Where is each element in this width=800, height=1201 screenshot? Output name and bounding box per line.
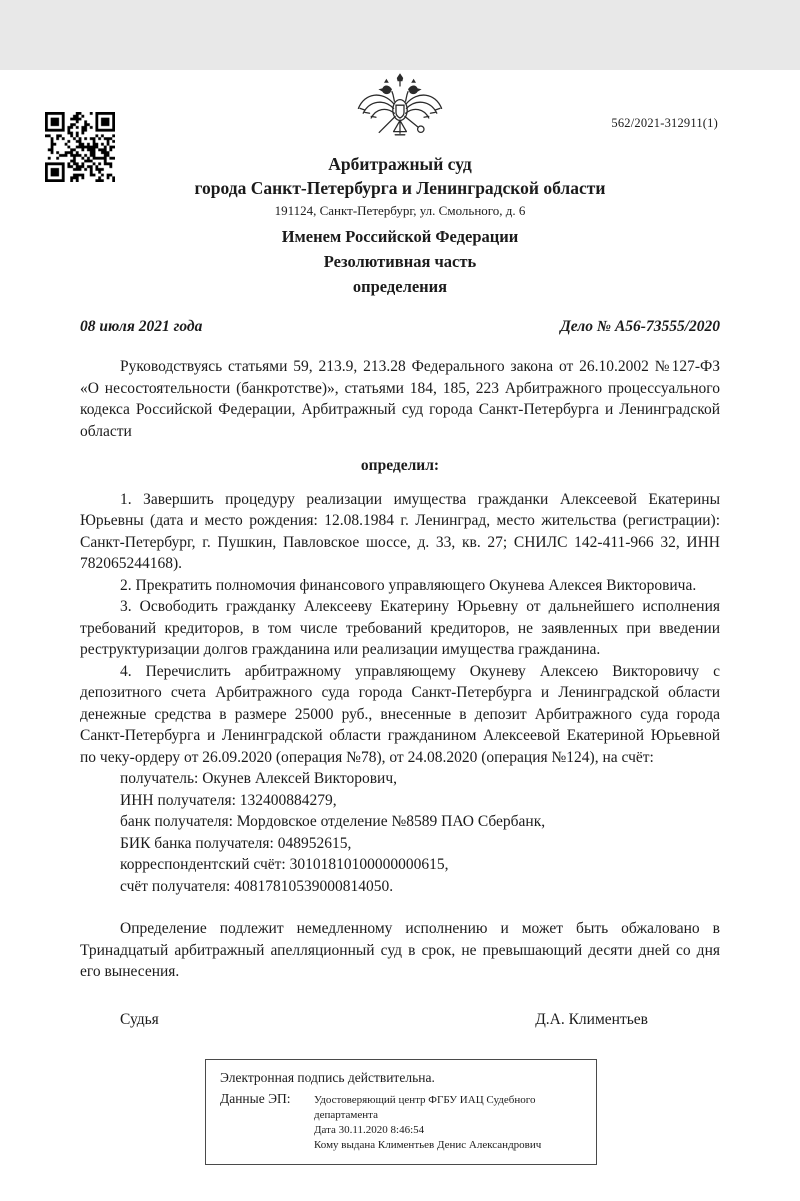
qr-code-icon [45,112,115,182]
ruling-item-1: 1. Завершить процедуру реализации имущества гражданки Алексеевой Екатерины Юрьевны (дата и место рождения: 12.08.1984 г. Ленинград, место жительства (регистрации): Санкт-Петербург, г. Пушкин, Павловское шоссе, д. 33, кв. 27; СНИЛС 142-411-966 32, ИНН 782065244168). [80,490,720,572]
esignature-authority: Удостоверяющий центр ФГБУ ИАЦ Судебного департамента [314,1094,536,1121]
ruling-item-4: 4. Перечислить арбитражному управляющему Окуневу Алексею Викторовичу с депозитного счета Арбитражного суда города Санкт-Петербурга и Ленинградской области денежные средства в размере 25000 руб., внесенные в депозит Арбитражного суда города Санкт-Петербурга и Ленинградской области гражданином Алексеевой Екатериной Юрьевной по чеку-ордеру от 26.09.2020 (операция №78), от 24.08.2020 (операция №124), на счёт: [80,662,720,766]
payment-bik: БИК банка получателя: 048952615, [120,834,352,852]
emblem-wrap [0,70,800,150]
document-page [0,70,800,1201]
payment-recipient: получатель: Окунев Алексей Викторович, [120,770,397,787]
esignature-valid-line: Электронная подпись действительна. [220,1070,435,1085]
case-number: Дело № А56-73555/2020 [560,318,720,335]
payment-details [80,768,720,897]
esignature-date: Дата 30.11.2020 8:46:54 [314,1124,425,1136]
esignature-data-label: Данные ЭП: [220,1091,291,1106]
signature-row [80,1009,720,1031]
document-number: 562/2021-312911(1) [611,116,718,130]
court-name-line1: Арбитражный суд [328,154,472,174]
ruling-item-2: 2. Прекратить полномочия финансового управляющего Окунева Алексея Викторовича. [120,576,697,594]
document-content [0,152,800,1165]
meta-row [80,318,720,336]
esignature-issued-to: Кому выдана Климентьев Денис Александрович [314,1139,542,1151]
court-name-line2: города Санкт-Петербурга и Ленинградской области [194,178,606,198]
in-the-name-line: Именем Российской Федерации [281,227,519,246]
russian-coat-of-arms-icon [352,70,448,150]
judge-name: Д.А. Климентьев [535,1010,648,1028]
court-name [80,152,720,200]
ruling-item-3: 3. Освободить гражданку Алексееву Екатерину Юрьевну от дальнейшего исполнения требований кредиторов, в том числе требований кредиторов, не заявленных при введении реструктуризации долгов гражданина или реализации имущества гражданина. [80,598,720,658]
ruling-word: определил: [360,457,440,474]
preamble-paragraph: Руководствуясь статьями 59, 213.9, 213.28 Федерального закона от 26.10.2002 №127-ФЗ «О несостоятельности (банкротстве)», статьями 184, 185, 223 Арбитражного процессуального кодекса Российской Федерации, Арбитражный суд города Санкт-Петербурга и Ленинградской области [80,358,720,440]
esignature-data-row [220,1091,584,1153]
esignature-details [314,1091,564,1153]
closing-paragraph: Определение подлежит немедленному исполнению и может быть обжаловано в Тринадцатый арбитражный апелляционный суд в срок, не превышающий десяти дней со дня его вынесения. [80,920,720,980]
document-date: 08 июля 2021 года [80,318,203,335]
resolutive-part-line1: Резолютивная часть [323,252,477,271]
judge-role-label: Судья [120,1010,159,1028]
payment-inn: ИНН получателя: 132400884279, [120,791,337,809]
payment-bank: банк получателя: Мордовское отделение №8589 ПАО Сбербанк, [120,813,546,830]
resolutive-part-line2: определения [352,277,448,296]
payment-account: счёт получателя: 40817810539000814050. [120,877,394,895]
esignature-stamp [205,1059,597,1165]
court-address: 191124, Санкт-Петербург, ул. Смольного, д. 6 [274,203,526,218]
payment-corr-account: корреспондентский счёт: 30101810100000000615, [120,856,449,873]
